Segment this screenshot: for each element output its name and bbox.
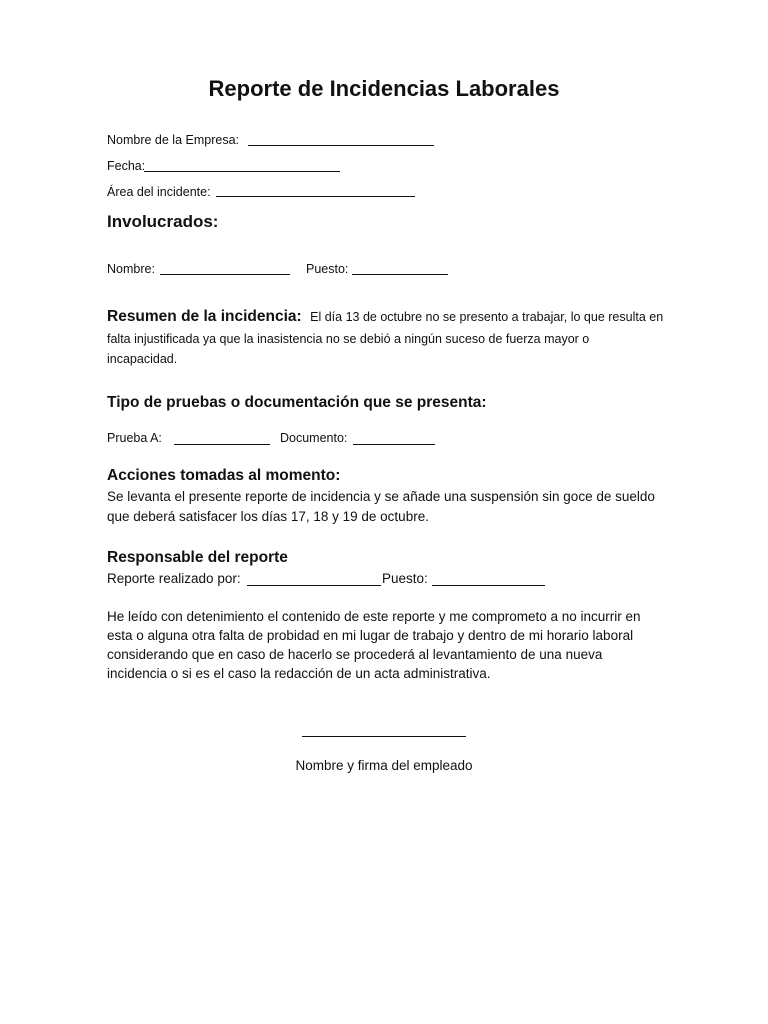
- firma-blank-line[interactable]: [302, 736, 466, 737]
- resumen-text-line1: El día 13 de octubre no se presento a trabajar, lo que resulta en: [310, 310, 664, 324]
- reporte-realizado-blank-line[interactable]: [247, 585, 381, 586]
- involucrados-nombre-label: Nombre:: [107, 262, 155, 276]
- reporte-realizado-label: Reporte realizado por:: [107, 571, 241, 586]
- declaracion-line3: considerando que en caso de hacerlo se procederá al levantamiento de una nueva: [107, 647, 603, 662]
- responsable-heading: Responsable del reporte: [107, 549, 288, 566]
- resumen-text-line3: incapacidad.: [107, 352, 178, 366]
- documento-label: Documento:: [280, 431, 348, 445]
- empresa-label: Nombre de la Empresa:: [107, 133, 240, 147]
- declaracion-line2: esta o alguna otra falta de probidad en mi lugar de trabajo y dentro de mi horario laboral: [107, 628, 634, 643]
- responsable-puesto-blank-line[interactable]: [432, 585, 545, 586]
- area-blank-line[interactable]: [216, 196, 415, 197]
- area-label: Área del incidente:: [107, 185, 211, 199]
- page-title: Reporte de Incidencias Laborales: [208, 76, 560, 101]
- involucrados-puesto-blank-line[interactable]: [352, 274, 448, 275]
- acciones-heading: Acciones tomadas al momento:: [107, 467, 341, 484]
- involucrados-heading: Involucrados:: [107, 212, 219, 231]
- fecha-label: Fecha:: [107, 159, 146, 173]
- prueba-a-blank-line[interactable]: [174, 444, 270, 445]
- involucrados-puesto-label: Puesto:: [306, 262, 349, 276]
- involucrados-nombre-blank-line[interactable]: [160, 274, 290, 275]
- responsable-puesto-label: Puesto:: [382, 571, 428, 586]
- resumen-text-line2: falta injustificada ya que la inasistencia no se debió a ningún suceso de fuerza mayor o: [107, 332, 590, 346]
- declaracion-line1: He leído con detenimiento el contenido de este reporte y me comprometo a no incurrir en: [107, 609, 641, 624]
- empresa-blank-line[interactable]: [248, 145, 434, 146]
- documento-blank-line[interactable]: [353, 444, 435, 445]
- prueba-a-label: Prueba A:: [107, 431, 162, 445]
- declaracion-line4: incidencia o si es el caso la redacción de un acta administrativa.: [107, 666, 491, 681]
- acciones-line2: que deberá satisfacer los días 17, 18 y 19 de octubre.: [107, 509, 429, 524]
- fecha-blank-line[interactable]: [144, 171, 340, 172]
- pruebas-heading: Tipo de pruebas o documentación que se presenta:: [107, 394, 487, 411]
- resumen-heading: Resumen de la incidencia:: [107, 308, 302, 325]
- resumen-first-line: [107, 308, 663, 326]
- firma-label: Nombre y firma del empleado: [295, 758, 473, 773]
- acciones-line1: Se levanta el presente reporte de incidencia y se añade una suspensión sin goce de sueldo: [107, 489, 655, 504]
